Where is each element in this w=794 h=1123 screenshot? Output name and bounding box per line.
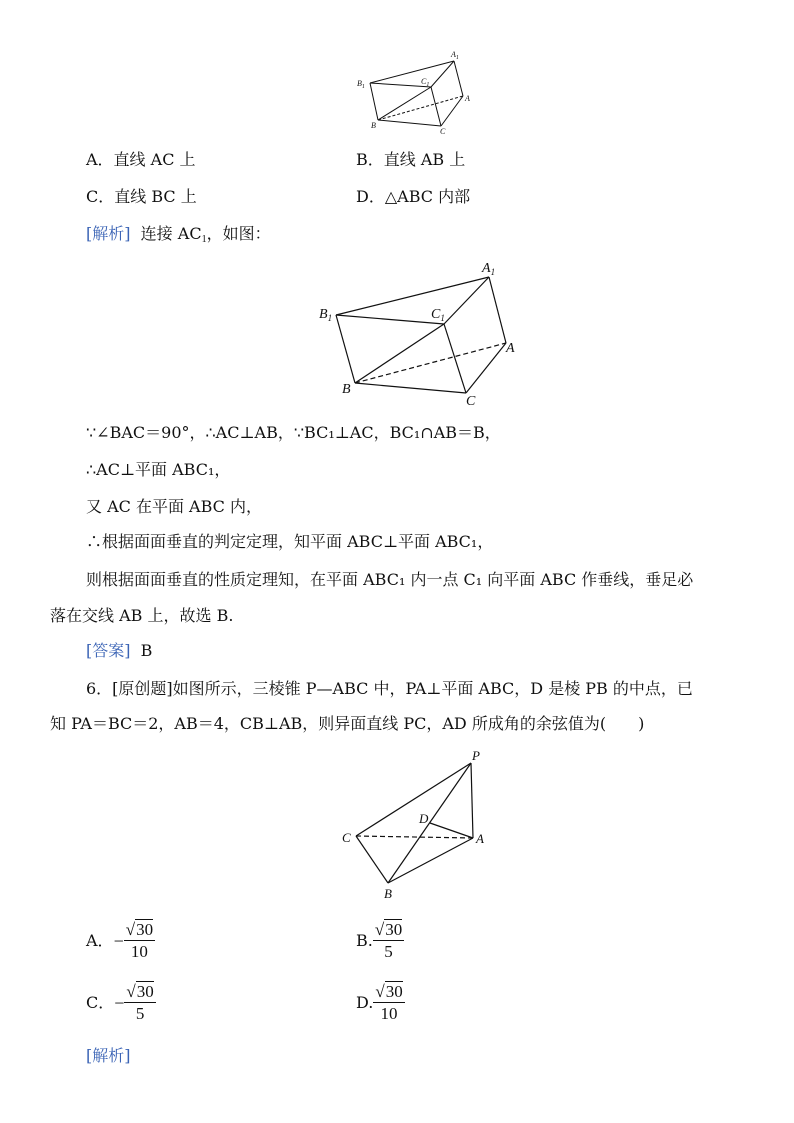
q5-step-4: ∴根据面面垂直的判定定理，知平面 ABC⊥平面 ABC₁， [86, 532, 494, 551]
fig2-label-B: B [342, 382, 351, 397]
q5-step-3: 又 AC 在平面 ABC 内， [86, 497, 262, 516]
fig1-label-C: C [440, 127, 446, 136]
q5-option-b[interactable]: B．直线 AB 上 [356, 150, 466, 169]
answer-value: B [140, 641, 153, 660]
fig2-label-A1: $A_1$ [482, 261, 496, 277]
q6-stem-line-2: 知 PA＝BC＝2，AB＝4，CB⊥AB，则异面直线 PC，AD 所成角的余弦值为( ) [50, 714, 645, 733]
q6-option-a[interactable]: A．− $\frac{√30}{10}$ [86, 920, 154, 961]
fig2-label-C: C [466, 394, 476, 409]
q6-option-d[interactable]: D. $\frac{√30}{10}$ [356, 982, 403, 1023]
q5-step-6: 落在交线 AB 上，故选 B. [50, 606, 234, 625]
q5-option-a[interactable]: A．直线 AC 上 [86, 150, 196, 169]
fig1-label-A: A [465, 94, 470, 103]
q5-analysis-intro: [解析] 连接 $AC_1$，如图： [86, 224, 271, 245]
fig3-label-C: C [342, 830, 351, 845]
q5-step-2: ∴AC⊥平面 ABC₁， [86, 460, 231, 479]
fig3-label-D: D [419, 811, 429, 826]
q6-option-b[interactable]: B. $\frac{√30}{5}$ [356, 920, 403, 961]
fig2-label-B1: $B_1$ [319, 307, 333, 323]
fig1-label-C1: $C_1$ [421, 77, 430, 88]
analysis-tag: [解析] [86, 224, 131, 243]
fig2-label-C1: $C_1$ [431, 307, 445, 323]
fig3-label-B: B [384, 886, 392, 901]
fig3-label-A: A [476, 831, 484, 846]
fig2-label-A: A [506, 341, 515, 356]
fig1-label-A1: $A_1$ [451, 50, 459, 61]
fig1-label-B: B [371, 121, 376, 130]
fig1-label-B1: $B_1$ [357, 79, 365, 90]
q5-step-5: 则根据面面垂直的性质定理知，在平面 ABC₁ 内一点 C₁ 向平面 ABC 作垂线，垂足必 [86, 570, 694, 589]
q5-step-1: ∵∠BAC＝90°，∴AC⊥AB，∵BC₁⊥AC，BC₁∩AB＝B， [86, 423, 501, 442]
q6-option-c[interactable]: C．− $\frac{√30}{5}$ [86, 982, 154, 1023]
answer-tag: [答案] [86, 641, 131, 660]
q6-analysis-tag: [解析] [86, 1046, 131, 1065]
fig3-label-P: P [472, 748, 480, 763]
q5-option-c[interactable]: C．直线 BC 上 [86, 187, 197, 206]
q6-stem-line-1: 6．[原创题]如图所示，三棱锥 P—ABC 中，PA⊥平面 ABC，D 是棱 PB 的中点，已 [86, 679, 693, 698]
q5-option-d[interactable]: D．△ABC 内部 [356, 187, 471, 206]
